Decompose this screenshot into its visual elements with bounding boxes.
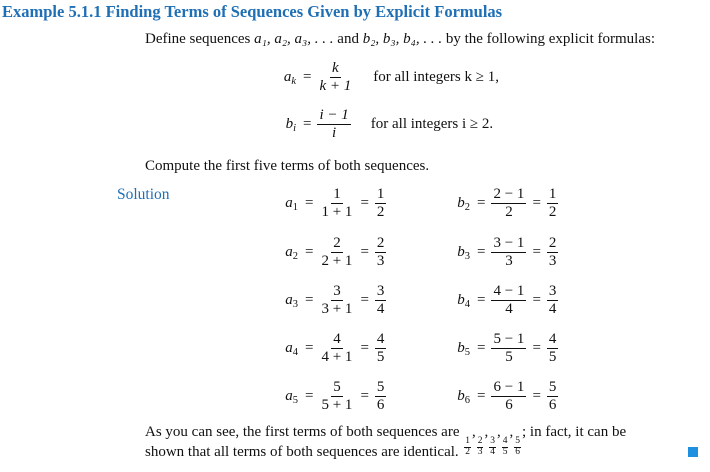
conclusion-fraction: $\frac{3}{4}$: [490, 436, 495, 457]
a-term-row: $a_4$ = $\frac{4}{4 + 1}$ = $\frac{4}{5}$: [285, 331, 385, 366]
b-term-expression: $\frac{2 - 1}{2}$: [493, 186, 525, 221]
conclusion-fraction: $\frac{4}{5}$: [502, 436, 508, 457]
a-term-expression: $\frac{2}{2 + 1}$: [321, 235, 353, 270]
a-term-row: $a_5$ = $\frac{5}{5 + 1}$ = $\frac{5}{6}$: [285, 379, 385, 414]
b-term-expression: $\frac{5 - 1}{5}$: [493, 331, 525, 366]
b-term-row: $b_3$ = $\frac{3 - 1}{3}$ = $\frac{2}{3}$: [457, 235, 557, 270]
compute-instruction: Compute the first five terms of both sequences.: [145, 158, 430, 174]
formula-b-fraction: $\frac{i - 1}{i}$: [319, 107, 349, 142]
b-term-row: $b_5$ = $\frac{5 - 1}{5}$ = $\frac{4}{5}$: [457, 331, 557, 366]
b-term-row: $b_6$ = $\frac{6 - 1}{6}$ = $\frac{5}{6}$: [457, 379, 557, 414]
b-term-value: $\frac{3}{4}$: [548, 283, 557, 318]
b-term-value: $\frac{2}{3}$: [548, 235, 557, 270]
end-of-example-marker: [688, 447, 698, 457]
example-title: Example 5.1.1 Finding Terms of Sequences Given by Explicit Formulas: [2, 2, 503, 21]
formula-b: $b_i$ = $\frac{i - 1}{i}$ for all integers i ≥ 2.: [285, 107, 494, 142]
conclusion-fractions: $\frac{1}{2}$ , $\frac{2}{3}$ , $\frac{3}{4}$ , $\frac{4}{5}$ , $\frac{5}{6}$: [465, 424, 520, 457]
a-term-expression: $\frac{3}{3 + 1}$: [321, 283, 353, 318]
a-term-value: $\frac{1}{2}$: [376, 186, 385, 221]
b-term-row: $b_4$ = $\frac{4 - 1}{4}$ = $\frac{3}{4}$: [457, 283, 557, 318]
formula-a-condition: for all integers k ≥ 1,: [373, 69, 499, 86]
a-term-value: $\frac{3}{4}$: [376, 283, 385, 318]
b-term-value: $\frac{4}{5}$: [548, 331, 557, 366]
a-term-row: $a_1$ = $\frac{1}{1 + 1}$ = $\frac{1}{2}$: [285, 186, 385, 221]
intro-sentence: Define sequences a₁, a₂, a₃, . . . and b₂, b₃, b₄, . . . by the following explicit formulas:: [145, 31, 655, 47]
b-term-value: $\frac{5}{6}$: [548, 379, 557, 414]
formula-a: $a_k$ = $\frac{k}{k + 1}$ for all integers k ≥ 1,: [283, 60, 499, 95]
formula-a-fraction: $\frac{k}{k + 1}$: [319, 60, 352, 95]
a-term-value: $\frac{4}{5}$: [376, 331, 385, 366]
a-term-expression: $\frac{5}{5 + 1}$: [321, 379, 353, 414]
sequence-a-list: a₁, a₂, a₃, . . .: [254, 31, 334, 47]
conclusion-fraction: $\frac{5}{6}$: [515, 436, 520, 457]
b-term-expression: $\frac{3 - 1}{3}$: [493, 235, 525, 270]
solution-label: Solution: [117, 186, 170, 203]
b-term-value: $\frac{1}{2}$: [548, 186, 557, 221]
a-term-expression: $\frac{1}{1 + 1}$: [321, 186, 353, 221]
a-term-expression: $\frac{4}{4 + 1}$: [321, 331, 353, 366]
b-term-expression: $\frac{4 - 1}{4}$: [493, 283, 525, 318]
b-term-row: $b_2$ = $\frac{2 - 1}{2}$ = $\frac{1}{2}$: [457, 186, 557, 221]
a-term-row: $a_3$ = $\frac{3}{3 + 1}$ = $\frac{3}{4}$: [285, 283, 385, 318]
conclusion-fraction: $\frac{2}{3}$: [477, 436, 483, 457]
conclusion-line-2: shown that all terms of both sequences are identical.: [145, 444, 459, 460]
sequence-b-list: b₂, b₃, b₄, . . .: [362, 31, 443, 47]
b-term-expression: $\frac{6 - 1}{6}$: [493, 379, 525, 414]
a-term-value: $\frac{2}{3}$: [376, 235, 385, 270]
conclusion-fraction: $\frac{1}{2}$: [465, 436, 470, 457]
conclusion-line-1: As you can see, the first terms of both sequences are $\frac{1}{2}$ , $\frac{2}{3}$ , $\frac{3}{4}$ , $\frac{4}{5}$ , $\frac{5}{6}$ ; in fact, it can be: [145, 424, 627, 457]
a-term-value: $\frac{5}{6}$: [376, 379, 385, 414]
formula-b-condition: for all integers i ≥ 2.: [370, 116, 494, 133]
a-term-row: $a_2$ = $\frac{2}{2 + 1}$ = $\frac{2}{3}$: [285, 235, 385, 270]
